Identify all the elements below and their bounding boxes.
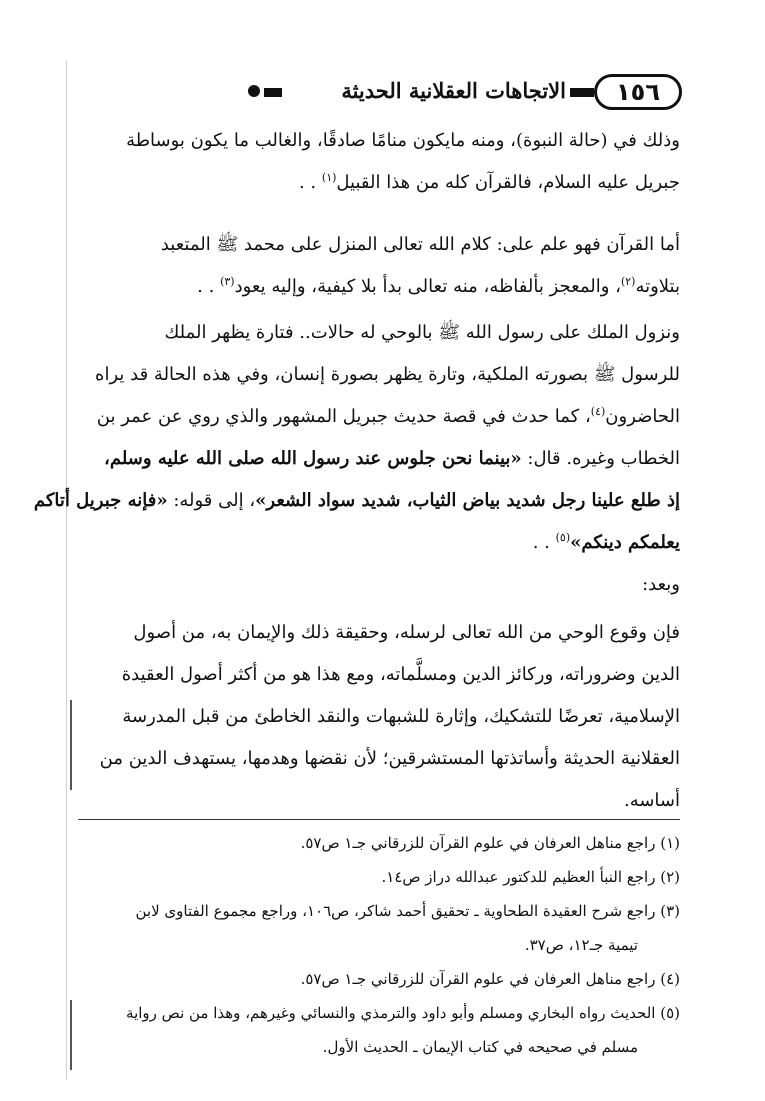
footnote-ref: (٤) (590, 405, 606, 418)
text-line: فإن وقوع الوحي من الله تعالى لرسله، وحقيقة ذلك والإيمان به، من أصول (133, 622, 680, 643)
footnote-divider (78, 819, 680, 820)
hadith-quote: «بينما نحن جلوس عند رسول الله صلى الله عليه وسلم، (104, 448, 522, 469)
footnote: (٢) راجع النبأ العظيم للدكتور عبدالله دراز ص١٤. (381, 868, 680, 886)
hadith-quote: إذ طلع علينا رجل شديد بياض الثياب، شديد سواد الشعر» (255, 490, 680, 511)
margin-mark (70, 700, 72, 790)
footnote-ref: (٢) (620, 275, 636, 288)
text-line: العقلانية الحديثة وأساتذتها المستشرقين؛ لأن نقضها وهدمها، يستهدف الدين من (99, 748, 680, 769)
footnote: (١) راجع مناهل العرفان في علوم القرآن للزرقاني جـ١ ص٥٧. (300, 834, 680, 852)
text-line: الدين وضروراته، وركائز الدين ومسلَّماته، ومع هذا هو من أكثر أصول العقيدة (121, 664, 680, 685)
text-line: الإسلامية، تعرضًا للتشكيك، وإثارة للشبهات والنقد الخاطئ من قبل المدرسة (122, 706, 680, 727)
text-line: للرسول ﷺ بصورته الملكية، وتارة يظهر بصورة إنسان، وفي هذه الحالة قد يراه (95, 364, 680, 385)
section-opener: وبعد: (642, 574, 680, 595)
text-line: جبريل عليه السلام، فالقرآن كله من هذا القبيل$^{(١)}$ . . (298, 171, 680, 193)
running-title: الاتجاهات العقلانية الحديثة (341, 78, 566, 103)
margin-line (66, 60, 67, 1080)
hadith-quote: «فإنه جبريل أتاكم (33, 490, 168, 511)
page-number: ١٥٦ (594, 74, 682, 110)
text-line: الحاضرون$^{(٤)}$، كما حدث في قصة حديث جبريل المشهور والذي روي عن عمر بن (96, 405, 680, 427)
footnote: (٣) راجع شرح العقيدة الطحاوية ـ تحقيق أحمد شاكر، ص١٠٦، وراجع مجموع الفتاوى لابن (135, 902, 680, 920)
footnote-continuation: تيمية جـ١٢، ص٣٧. (524, 936, 638, 954)
footnote-ref: (١) (321, 171, 337, 184)
text-line: يعلمكم دينكم»$^{(٥)}$ . . (532, 531, 680, 553)
footnote-ref: (٣) (220, 275, 235, 288)
header-bar-left (264, 88, 282, 97)
page-header (82, 72, 682, 116)
header-bar-right (570, 88, 594, 97)
text-line: الخطاب وغيره. قال: «بينما نحن جلوس عند رسول الله صلى الله عليه وسلم، (104, 448, 680, 469)
footnote: (٥) الحديث رواه البخاري ومسلم وأبو داود والترمذي والنسائي وغيرهم، وهذا من نص رواية (126, 1004, 680, 1022)
header-dot (248, 85, 260, 97)
body-text (33, 120, 680, 822)
text-line: أما القرآن فهو علم على: كلام الله تعالى المنزل على محمد ﷺ المتعبد (160, 234, 680, 255)
text-line: ونزول الملك على رسول الله ﷺ بالوحي له حالات.. فتارة يظهر الملك (164, 322, 680, 343)
footnotes (70, 826, 680, 1064)
footnote: (٤) راجع مناهل العرفان في علوم القرآن للزرقاني جـ١ ص٥٧. (300, 970, 680, 988)
hadith-quote: يعلمكم دينكم» (570, 532, 680, 553)
footnote-ref: (٥) (555, 531, 571, 544)
text-line: إذ طلع علينا رجل شديد بياض الثياب، شديد سواد الشعر»، إلى قوله: «فإنه جبريل أتاكم (33, 490, 680, 511)
text-line: بتلاوته$^{(٢)}$، والمعجز بألفاظه، منه تعالى بدأ بلا كيفية، وإليه يعود$^{(٣)}$ . . (197, 275, 680, 297)
text-line: أساسه. (623, 790, 680, 811)
text-line: وذلك في (حالة النبوة)، ومنه مايكون منامًا صادقًا، والغالب ما يكون بوساطة (126, 130, 680, 151)
footnote-continuation: مسلم في صحيحه في كتاب الإيمان ـ الحديث الأول. (322, 1038, 638, 1056)
